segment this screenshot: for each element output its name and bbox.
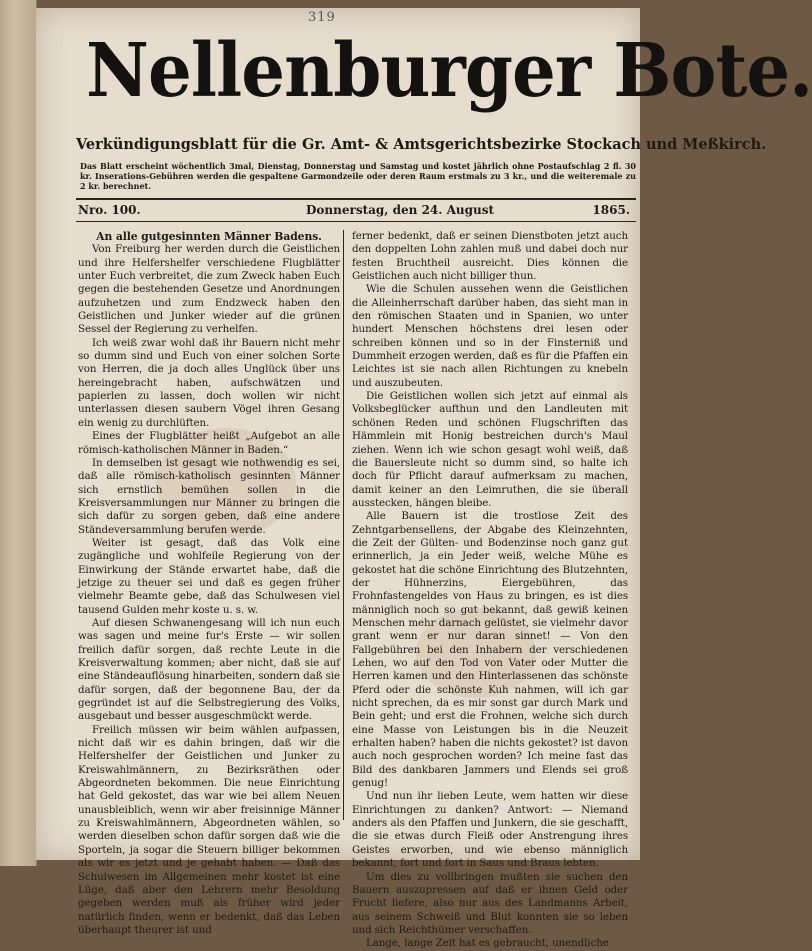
article-paragraph: Freilich müssen wir beim wählen aufpassen, nicht daß wir es dahin bringen, daß wir die Helfershelfer der Geistlichen und Junker zu Kreiswahlmännern, zu Bezirksräthen oder Abgeordneten bekommen. Die neue Einrichtung hat Geld gekostet, das war wie bei allem Neuen unausbleiblich, wenn wir aber freisinnige Männer zu Kreiswahlmännern, Abgeordneten wählen, so werden dieselben schon dafür sorgen daß wie die Sporteln, ja sogar die Steuern billiger bekommen als wir es jetzt und je gehabt haben. — Daß das Schulwesen im Allgemeinen mehr kostet ist eine Lüge, daß aber den Lehrern mehr Besoldung gegeben werden muß als früher wird jeder natürlich finden, wenn er bedenkt, daß das Leben überhaupt theurer ist und <box>78 723 340 936</box>
masthead-title: Nellenburger Bote. <box>86 28 812 114</box>
issue-year: 1865. <box>592 203 630 217</box>
article-paragraph: Ich weiß zwar wohl daß ihr Bauern nicht mehr so dumm sind und Euch von einer solchen Sorte von Herren, die ja doch alles Unglück über uns hereingebracht haben, aufschwätzen und papierlen zu lassen, doch wollen wir nicht unterlassen diesen saubern Vögel ihren Gesang ein wenig zu durchlüften. <box>78 336 340 429</box>
left-column <box>78 230 340 937</box>
issue-date: Donnerstag, den 24. August <box>306 203 495 217</box>
book-spine <box>0 0 37 866</box>
article-paragraph: Die Geistlichen wollen sich jetzt auf einmal als Volksbeglücker aufthun und den Landleuten mit schönen Reden und schönen Flugschriften das Hämmlein mit Honig bestreichen durch's Maul ziehen. Wenn ich wie schon gesagt wohl weiß, daß die Bauersleute nicht so dumm sind, so halte ich doch für Pflicht darauf aufmerksam zu machen, damit keiner an den Leimruthen, die sie überall ausstecken, hängen bleibe. <box>352 390 628 509</box>
newspaper-page <box>36 8 812 950</box>
column-divider <box>343 230 344 820</box>
article-paragraph: Weiter ist gesagt, daß das Volk eine zugängliche und wohlfeile Regierung von der Einwirkung der Stände erwartet habe, daß die jetzige zu theuer sei und daß es gegen früher vielmehr Beamte gebe, daß das Schulwesen viel tausend Gulden mehr koste u. s. w. <box>78 536 340 616</box>
article-paragraph: Eines der Flugblätter heißt „Aufgebot an alle römisch-katholischen Männer in Baden.“ <box>78 430 340 456</box>
article-paragraph: Und nun ihr lieben Leute, wem hatten wir diese Einrichtungen zu danken? Antwort: — Niemand anders als den Pfaffen und Junkern, die sie geschafft, die sie etwas durch Fleiß oder Anstrengung ihres Geistes erworben, und wie ebenso männiglich bekannt, fort und fort in Saus und Braus lebten. <box>352 790 628 870</box>
page-number: 319 <box>308 10 336 25</box>
subscription-notice: Das Blatt erscheint wöchentlich 3mal, Dienstag, Donnerstag und Samstag und kostet jährlich ohne Postaufschlag 2 fl. 30 kr. Inserations-Gebühren werden die gespaltene Garmondzeile oder deren Raum erstmals zu 3 kr., und die weiteremale zu 2 kr. berechnet. <box>80 161 636 191</box>
article-paragraph: Auf diesen Schwanengesang will ich nun euch was sagen und meine fur's Erste — wir sollen freilich dafür sorgen, daß rechte Leute in die Kreisverwaltung kommen; aber nicht, daß sie auf eine Ständeauflösung hinarbeiten, sondern daß sie dafür sorgen, daß der begonnene Bau, der da gegründet ist auf die Selbstregierung des Volks, ausgebaut und besser ausgeschmückt werde. <box>78 616 340 723</box>
issue-number: Nro. 100. <box>78 203 141 217</box>
article-paragraph: Wie die Schulen aussehen wenn die Geistlichen die Alleinherrschaft darüber haben, das sieht man in den römischen Staaten und in Spanien, wo unter hundert Menschen höchstens drei lesen oder schreiben können und so in der Finsterniß und Dummheit erzogen werden, daß es für die Pfaffen ein Leichtes ist sie nach allen Richtungen zu knebeln und auszubeuten. <box>352 283 628 389</box>
header-rule-bottom <box>76 221 636 222</box>
article-heading: An alle gutgesinnten Männer Badens. <box>96 230 322 243</box>
right-column <box>352 230 628 951</box>
subtitle: Verkündigungsblatt für die Gr. Amt- & Amtsgerichtsbezirke Stockach und Meßkirch. <box>76 136 767 153</box>
issue-line <box>78 203 636 219</box>
header-rule-top <box>76 198 636 200</box>
article-paragraph: Um dies zu vollbringen mußten sie suchen den Bauern auszupressen auf daß er ihnen Geld oder Frucht liefere, also nur aus des Landmanns Arbeit, aus seinem Schweiß und Blut konnten sie so leben und sich Reichthümer verschaffen. <box>352 870 628 936</box>
article-paragraph: In demselben ist gesagt wie nothwendig es sei, daß alle römisch-katholisch gesinnten Männer sich ernstlich bemühen sollen in die Kreisversammlungen nur Männer zu bringen die sich dafür zu sorgen geben, daß eine andere Ständeversammlung berufen werde. <box>78 456 340 536</box>
article-paragraph: ferner bedenkt, daß er seinen Dienstboten jetzt auch den doppelten Lohn zahlen muß und dabei doch nur festen Bruchtheil ausreicht. Dies können die Geistlichen auch nicht billiger thun. <box>352 230 628 283</box>
article-paragraph: Lange, lange Zeit hat es gebraucht, unendliche <box>366 937 609 950</box>
article-paragraph: Von Freiburg her werden durch die Geistlichen und ihre Helfershelfer verschiedene Flugblätter unter Euch verbreitet, die zum Zweck haben Euch gegen die bestehenden Gesetze und Anordnungen aufzuhetzen und zum Endzweck haben den Geistlichen und Junker wieder auf die grünen Sessel der Regierung zu verhelfen. <box>78 243 340 336</box>
article-paragraph: Alle Bauern ist die trostlose Zeit des Zehntgarbensellens, der Abgabe des Kleinzehnten, die Zeit der Gülten- und Bodenzinse noch ganz gut erinnerlich, ja ein Jeder weiß, welche Mühe es gekostet hat die schöne Einrichtung des Blutzehnten, der Hühnerzins, Eiergebühren, das Frohnfastengeldes von Haus zu bringen, es ist dies männiglich noch so gut bekannt, daß gewiß keinen Menschen mehr darnach gelüstet, sie vielmehr davor grant wenn er nur daran sinnet! — Von den Fallgebühren bei den Inhabern der verschiedenen Lehen, wo auf den Tod von Vater oder Mutter die Herren kamen und den Hinterlassenen das schönste Pferd oder die schönste Kuh nahmen, will ich gar nicht sprechen, da es mir sonst gar durch Mark und Bein geht; und erst die Frohnen, welche sich durch eine Masse von Leistungen bis in die Neuzeit erhalten haben? haben die nichts gekostet? ist davon auch noch gesprochen worden? Ich meine fast das Bild des dankbaren Jammers und Elends sei groß genug! <box>352 510 628 790</box>
